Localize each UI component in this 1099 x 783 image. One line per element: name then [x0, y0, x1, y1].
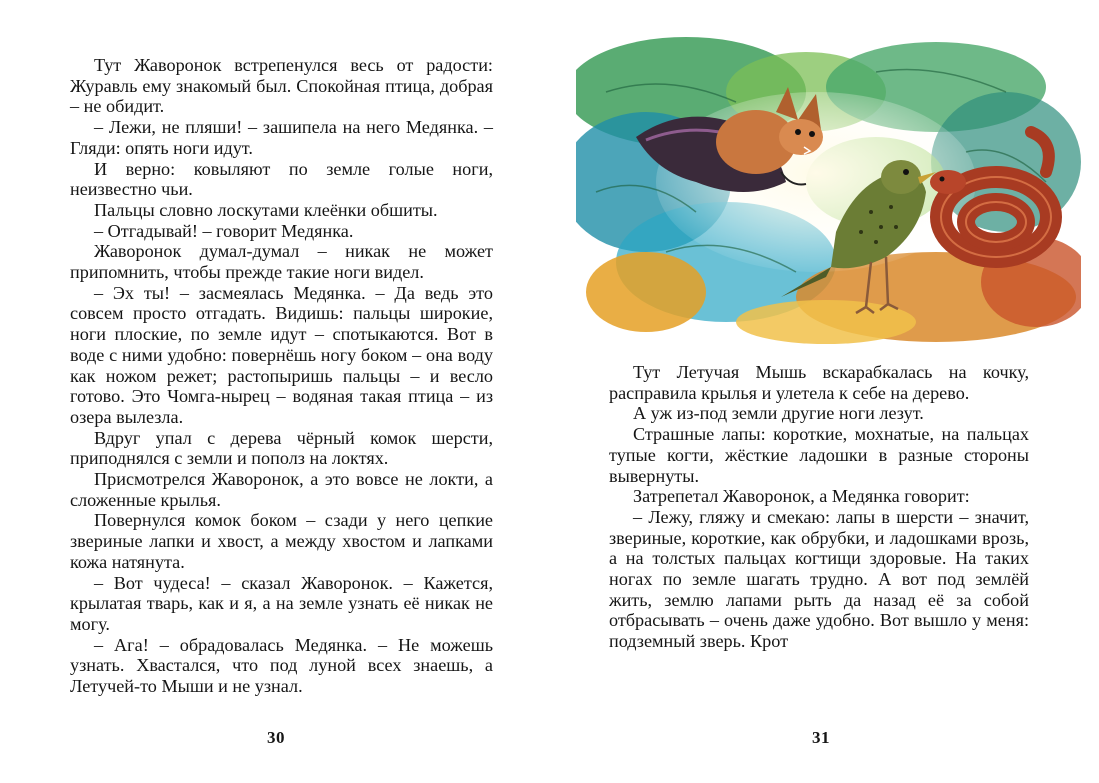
left-page-text [70, 55, 493, 697]
left-page [0, 0, 549, 783]
paragraph: – Лежи, не пляши! – зашипела на него Медянка. – Гляди: опять ноги идут. [70, 117, 493, 158]
bat-lark-snake-illustration-icon [576, 32, 1081, 347]
paragraph: Присмотрелся Жаворонок, а это вовсе не локти, а сложенные крылья. [70, 469, 493, 510]
paragraph: Вдруг упал с дерева чёрный комок шерсти, приподнялся с земли и пополз на локтях. [70, 427, 493, 469]
paragraph: Жаворонок думал-думал – никак не может припомнить, чтобы прежде такие ноги видел. [70, 241, 493, 283]
paragraph: А уж из-под земли другие ноги лезут. [633, 403, 924, 424]
paragraph: – Эх ты! – засмеялась Медянка. – Да ведь это совсем просто отгадать. Видишь: пальцы широкие, ноги плоские, по земле идут – спотыкаются. Вот в воде с ними удобно: повернёшь ногу боком – она воду как ножом режет; растопыришь пальцы – и весло готово. Это Чомга-нырец – водяная такая птица – из озера вылезла. [70, 282, 493, 427]
page-number-right: 31 [812, 728, 830, 747]
paragraph: Затрепетал Жаворонок, а Медянка говорит: [633, 486, 970, 507]
paragraph: Тут Жаворонок встрепенулся весь от радости: Журавль ему знакомый был. Спокойная птица, добрая – не обидит. [70, 55, 493, 117]
paragraph: – Ага! – обрадовалась Медянка. – Не можешь узнать. Хвастался, что под луной всех знаешь, а Летучей-то Мыши и не узнал. [70, 634, 493, 697]
paragraph: – Отгадывай! – говорит Медянка. [94, 220, 354, 241]
paragraph: Повернулся комок боком – сзади у него цепкие звериные лапки и хвост, а между хвостом и лапками кожа натянута. [70, 510, 493, 572]
paragraph: – Вот чудеса! – сказал Жаворонок. – Кажется, крылатая тварь, как и я, а на земле узнать её никак не могу. [70, 572, 493, 634]
paragraph: Страшные лапы: короткие, мохнатые, на пальцах тупые когти, жёсткие ладошки в разные стороны вывернуты. [609, 424, 1029, 486]
right-page-text [609, 362, 1029, 652]
paragraph: Тут Летучая Мышь вскарабкалась на кочку, расправила крылья и улетела к себе на дерево. [609, 362, 1029, 403]
page-number-left: 30 [267, 728, 285, 747]
paragraph: И верно: ковыляют по земле голые ноги, неизвестно чьи. [70, 158, 493, 200]
paragraph: Пальцы словно лоскутами клеёнки обшиты. [94, 199, 438, 220]
paragraph: – Лежу, гляжу и смекаю: лапы в шерсти – значит, звериные, короткие, как обрубки, и ладошками врозь, а на толстых пальцах когтищи здоровые. На таких ногах по земле шагать трудно. А вот под землёй жить, землю лапами рыть да назад её за собой отбрасывать – очень даже удобно. Вот вышло у меня: подземный зверь. Крот [609, 506, 1029, 652]
right-page [549, 0, 1099, 783]
